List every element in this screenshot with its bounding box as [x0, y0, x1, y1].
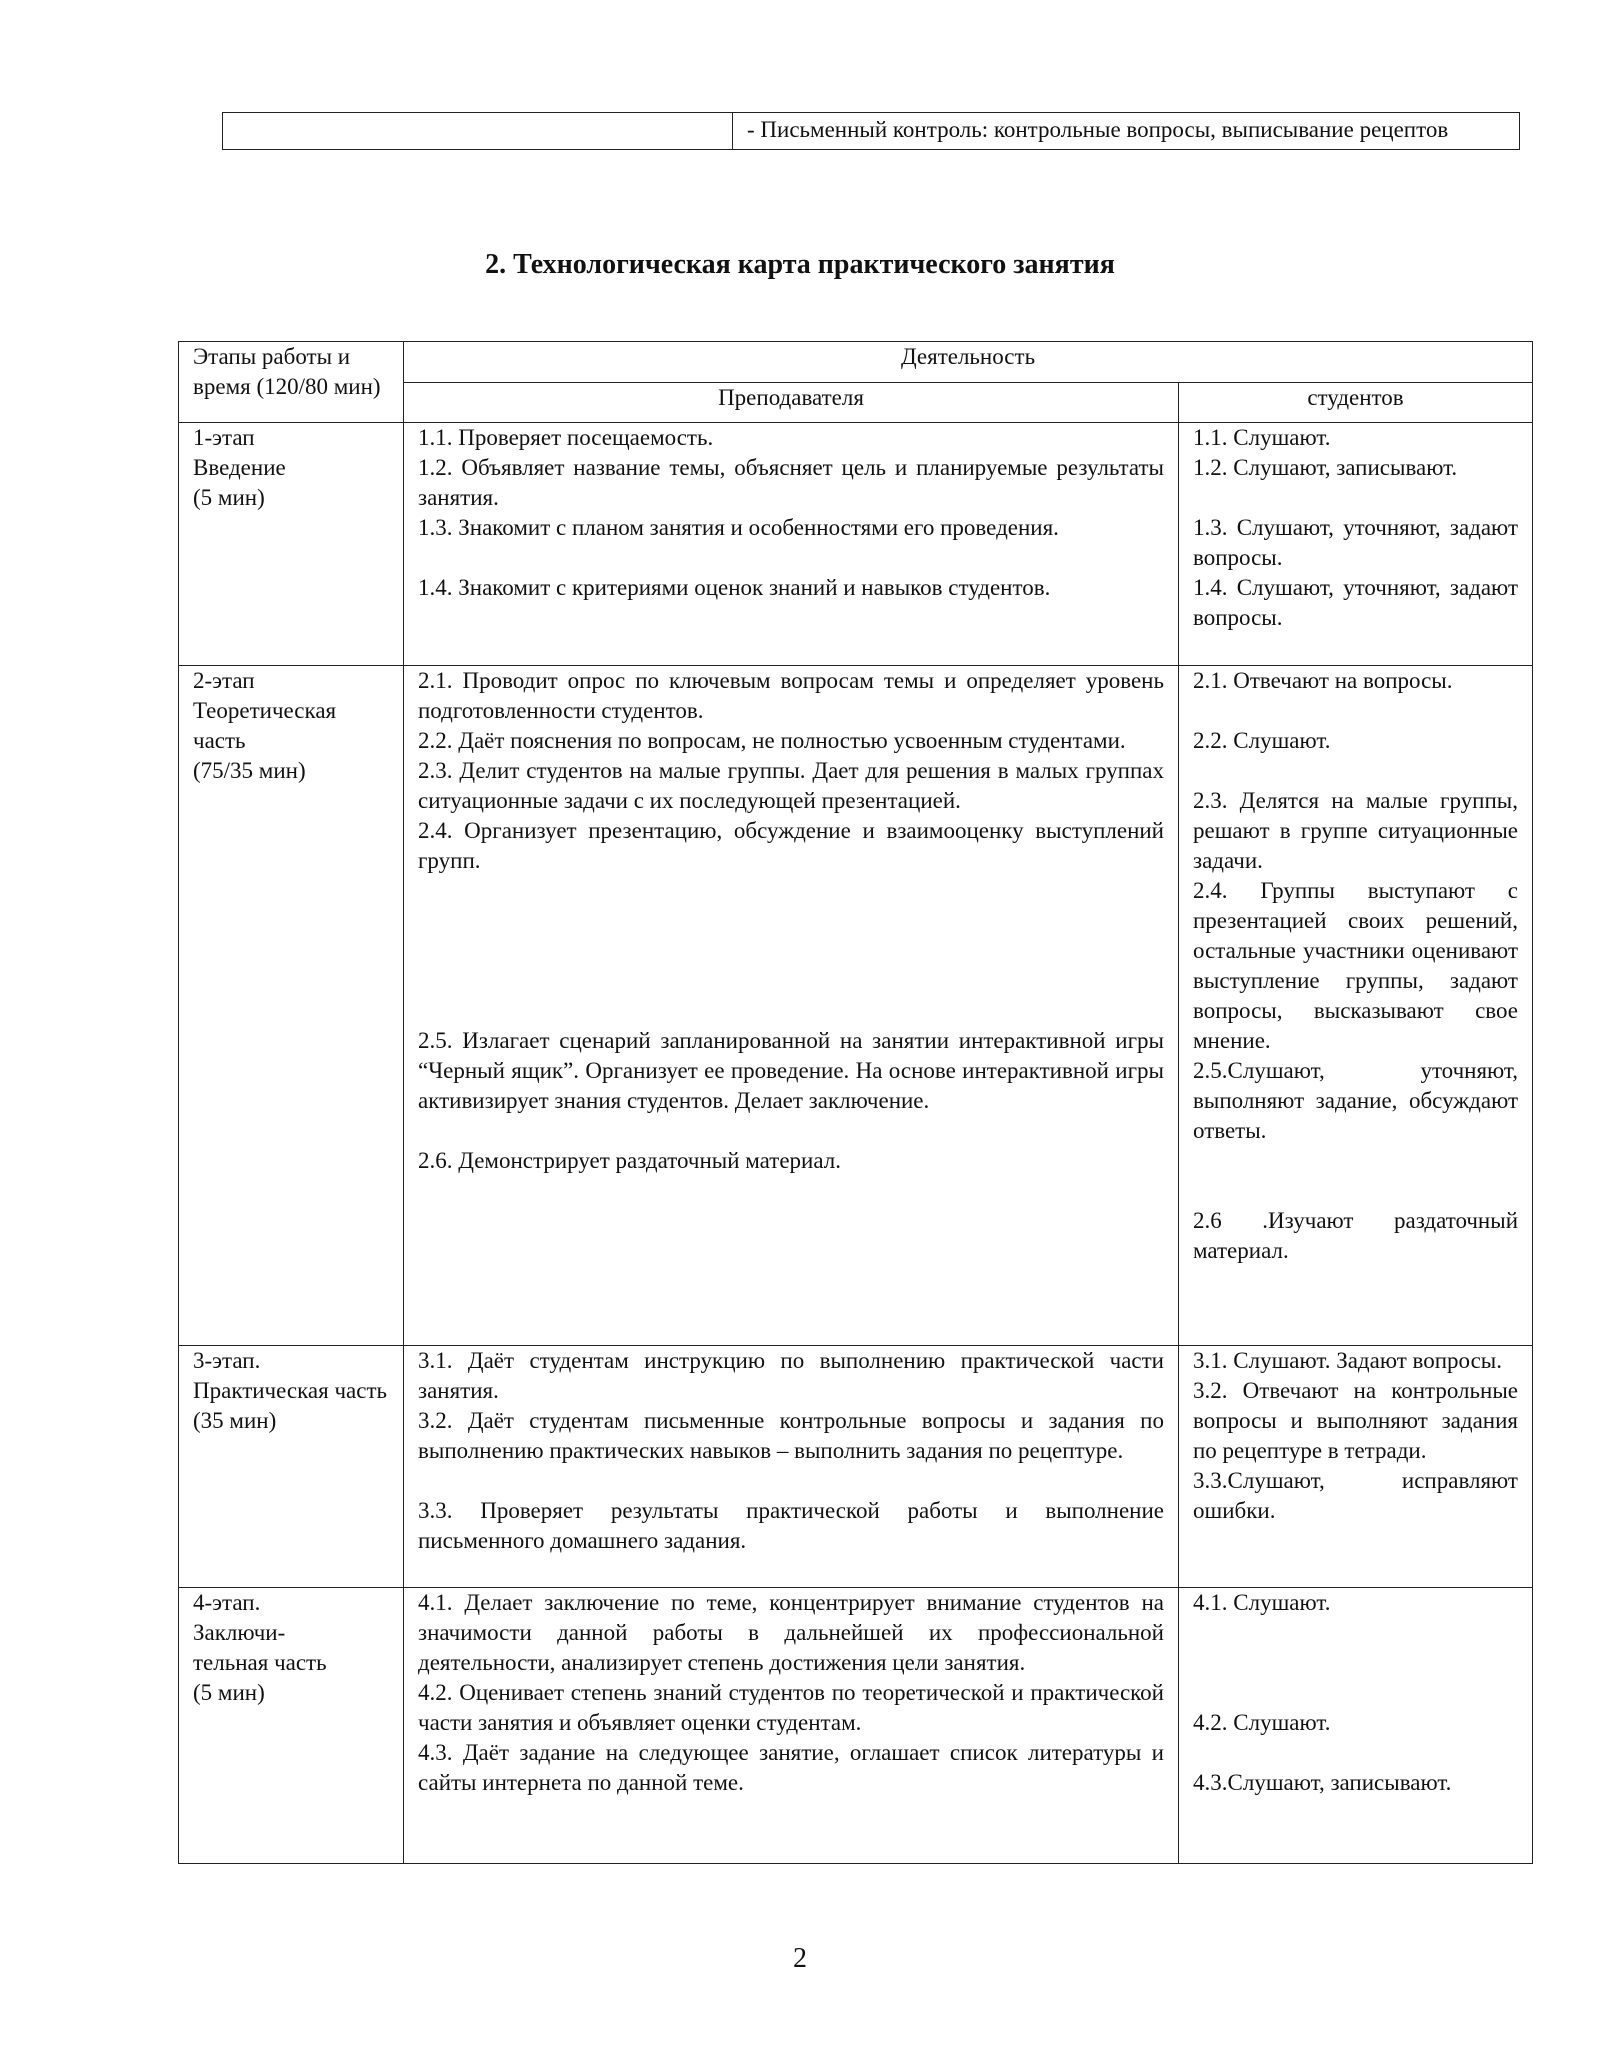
teacher-item: 2.4. Организует презентацию, обсуждение и взаимооценку выступлений групп. [418, 818, 1164, 873]
teacher-item: 1.1. Проверяет посещаемость. [418, 425, 714, 450]
teacher-item: 1.2. Объявляет название темы, объясняет цель и планируемые результаты занятия. [418, 455, 1164, 510]
students-item: 4.2. Слушают. [1193, 1710, 1331, 1735]
stage-cell [179, 423, 404, 666]
page-number: 2 [793, 1943, 807, 1974]
students-item: 4.3.Слушают, записывают. [1193, 1770, 1452, 1795]
students-item: 2.1. Отвечают на вопросы. [1193, 668, 1453, 693]
stage-title: Теоретическая часть [193, 698, 337, 753]
teacher-item: 3.3. Проверяет результаты практической работы и выполнение письменного домашнего задания. [418, 1498, 1164, 1553]
teacher-item: 2.3. Делит студентов на малые группы. Дает для решения в малых группах ситуационные задачи с их последующей презентацией. [418, 758, 1164, 813]
header-students: студентов [1179, 382, 1533, 423]
teacher-cell [404, 1346, 1179, 1588]
header-stage-label: Этапы работы и время (120/80 мин) [193, 344, 381, 399]
stage-time: (35 мин) [193, 1408, 277, 1433]
stage-title: Практическая часть [193, 1378, 387, 1403]
table-row [179, 423, 1533, 666]
students-item: 4.1. Слушают. [1193, 1590, 1331, 1615]
teacher-item: 2.1. Проводит опрос по ключевым вопросам темы и определяет уровень подготовленности студентов. [418, 668, 1164, 723]
stage-number: 1-этап [193, 425, 255, 450]
students-item: 3.3.Слушают, исправляют ошибки. [1193, 1468, 1518, 1523]
continued-table [222, 112, 1520, 150]
students-item: 3.2. Отвечают на контрольные вопросы и выполняют задания по рецептуре в тетради. [1193, 1378, 1518, 1463]
stage-title: Введение [193, 455, 286, 480]
teacher-item: 4.2. Оценивает степень знаний студентов по теоретической и практической части занятия и объявляет оценки студентам. [418, 1680, 1164, 1735]
stage-cell [179, 1346, 404, 1588]
table-cell-control: - Письменный контроль: контрольные вопросы, выписывание рецептов [733, 113, 1520, 150]
students-item: 3.1. Слушают. Задают вопросы. [1193, 1348, 1503, 1373]
stage-title: тельная часть [193, 1650, 327, 1675]
teacher-item: 2.5. Излагает сценарий запланированной на занятии интерактивной игры “Черный ящик”. Организует ее проведение. На основе интерактивной игры активизирует знания студентов. Делает заключение. [418, 1028, 1164, 1113]
students-item: 2.3. Делятся на малые группы, решают в группе ситуационные задачи. [1193, 788, 1518, 873]
section-heading: 2. Технологическая карта практического занятия [485, 249, 1115, 280]
header-stage [179, 342, 404, 423]
teacher-item: 4.1. Делает заключение по теме, концентрирует внимание студентов на значимости данной работы в дальнейшей их профессиональной деятельности, анализирует степень достижения цели занятия. [418, 1590, 1164, 1675]
table-row [179, 1346, 1533, 1588]
stage-time: (5 мин) [193, 485, 265, 510]
students-item: 2.4. Группы выступают с презентацией своих решений, остальные участники оценивают выступление группы, задают вопросы, высказывают свое мнение. [1193, 878, 1518, 1053]
students-cell [1179, 1588, 1533, 1864]
teacher-cell [404, 423, 1179, 666]
table-cell-empty [223, 113, 733, 150]
teacher-cell [404, 666, 1179, 1346]
teacher-item: 2.6. Демонстрирует раздаточный материал. [418, 1148, 841, 1173]
students-item: 2.5.Слушают, уточняют, выполняют задание, обсуждают ответы. [1193, 1058, 1518, 1143]
teacher-item: 1.3. Знакомит с планом занятия и особенностями его проведения. [418, 515, 1059, 540]
students-item: 2.2. Слушают. [1193, 728, 1331, 753]
teacher-cell [404, 1588, 1179, 1864]
table-row [223, 113, 1520, 150]
students-item: 1.4. Слушают, уточняют, задают вопросы. [1193, 575, 1518, 630]
header-activity: Деятельность [404, 342, 1533, 383]
teacher-item: 2.2. Даёт пояснения по вопросам, не полностью усвоенным студентами. [418, 728, 1126, 753]
teacher-item: 3.2. Даёт студентам письменные контрольные вопросы и задания по выполнению практических навыков – выполнить задания по рецептуре. [418, 1408, 1164, 1463]
students-item: 1.2. Слушают, записывают. [1193, 455, 1458, 480]
students-item: 1.1. Слушают. [1193, 425, 1331, 450]
stage-number: 3-этап. [193, 1348, 261, 1373]
stage-number: 4-этап. [193, 1590, 261, 1615]
stage-title: Заключи- [193, 1620, 286, 1645]
stage-cell [179, 666, 404, 1346]
stage-number: 2-этап [193, 668, 255, 693]
students-cell [1179, 666, 1533, 1346]
table-row [179, 666, 1533, 1346]
tech-map-table [178, 341, 1533, 1864]
table-row [179, 1588, 1533, 1864]
teacher-item: 1.4. Знакомит с критериями оценок знаний и навыков студентов. [418, 575, 1051, 600]
table-header-row [179, 342, 1533, 383]
students-item: 1.3. Слушают, уточняют, задают вопросы. [1193, 515, 1518, 570]
stage-time: (5 мин) [193, 1680, 265, 1705]
stage-time: (75/35 мин) [193, 758, 306, 783]
students-item: 2.6 .Изучают раздаточный материал. [1193, 1208, 1518, 1263]
stage-cell [179, 1588, 404, 1864]
header-teacher: Преподавателя [404, 382, 1179, 423]
students-cell [1179, 423, 1533, 666]
students-cell [1179, 1346, 1533, 1588]
teacher-item: 4.3. Даёт задание на следующее занятие, оглашает список литературы и сайты интернета по данной теме. [418, 1740, 1164, 1795]
teacher-item: 3.1. Даёт студентам инструкцию по выполнению практической части занятия. [418, 1348, 1164, 1403]
